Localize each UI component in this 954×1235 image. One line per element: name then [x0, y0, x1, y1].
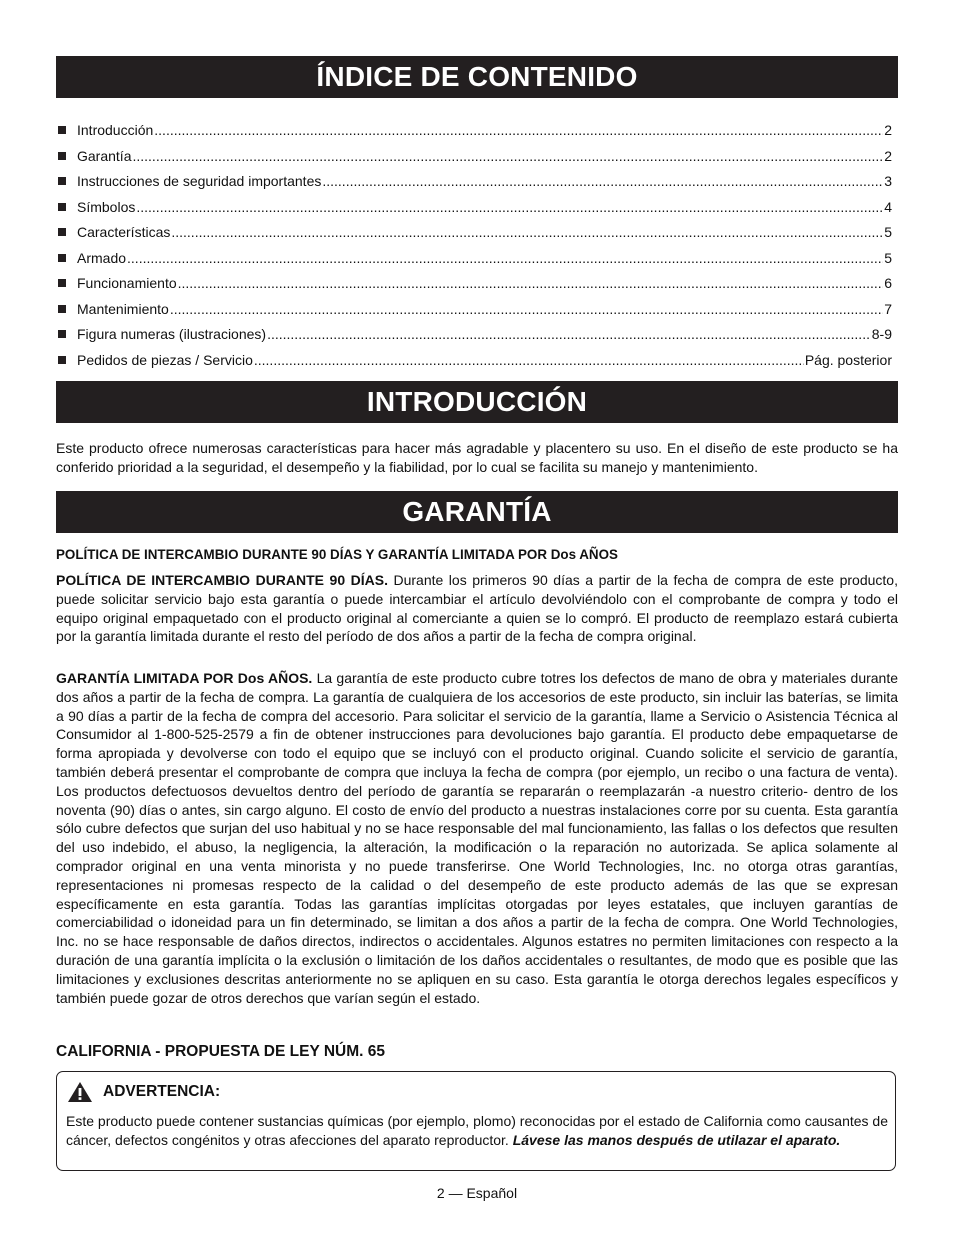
- california-heading: CALIFORNIA - PROPUESTA DE LEY NÚM. 65: [56, 1043, 385, 1060]
- warning-emphasis: Lávese las manos después de utilazar el aparato.: [512, 1131, 841, 1148]
- toc-item-label: Símbolos: [77, 198, 136, 215]
- toc-item-label: Armado: [77, 249, 127, 266]
- toc-item-label: Garantía: [77, 147, 132, 164]
- warning-header: [67, 1081, 220, 1103]
- square-bullet-icon: [58, 228, 66, 236]
- toc-title-banner: ÍNDICE DE CONTENIDO: [56, 56, 898, 98]
- square-bullet-icon: [58, 152, 66, 160]
- toc-item[interactable]: [58, 121, 892, 147]
- toc-item[interactable]: [58, 223, 892, 249]
- square-bullet-icon: [58, 254, 66, 262]
- square-bullet-icon: [58, 305, 66, 313]
- warning-triangle-icon: [67, 1081, 93, 1103]
- square-bullet-icon: [58, 177, 66, 185]
- toc-item-label: Introducción: [77, 122, 154, 138]
- warning-box: [56, 1071, 896, 1171]
- toc-item[interactable]: [58, 249, 892, 275]
- toc-item-label: Figura numeras (ilustraciones): [77, 326, 267, 342]
- page-footer: 2 — Español: [436, 1185, 518, 1201]
- limited-warranty-text: La garantía de este producto cubre totres los defectos de mano de obra y materiales durante dos años a partir de la fecha de compra. La garantía de cualquiera de los accesorios de este producto, sin incluir las baterías, se limita a 90 días a partir de la fecha de compra del accesorio. Para solicitar el servicio de la garantía, llame a Servicio o Asistencia Técnica al Consumidor al 1-800-525-2579 a fin de obtener instrucciones para devoluciones bajo garantía. El producto debe empaquetarse de forma apropiada y devolverse con todo el equipo que se incluyó con el producto original. Cuando solicite el servicio de garantía, también deberá presentar el comprobante de compra que incluya la fecha de compra (por ejemplo, un recibo o una factura de venta). Los productos defectuosos devueltos dentro del período de garantía se repararán o reemplazarán -a nuestro criterio- dentro de los noventa (90) días o antes, sin cargo alguno. El costo de envío del producto a nuestras instalaciones corre por su cuenta. Esta garantía sólo cubre defectos que surjan del uso habitual y no se hace responsable del mal funcionamiento, las fallas o los defectos que resulten del uso indebido, el abuso, la negligencia, la alteración, la modificación o la reparación no autorizada. Se aplica solamente al comprador original en una venta minorista y no puede transferirse. One World Technologies, Inc. no otorga otras garantías, representaciones ni promesas respecto de la calidad o del desempeño de este producto además de las que se expresan específicamente en esta garantía. Todas las garantías implícitas otorgadas por leyes estatales, que incluyen garantías de comerciabilidad o idoneidad para un fin determinado, se limitan a dos años a partir de la fecha de compra. One World Technologies, Inc. no se hace responsable de daños directos, indirectos o accidentales. Algunos estatres no permiten limitaciones con respecto a la duración de una garantía implícita o la exclusión o limitación de los daños accidentales o resultantes, de modo que es posible que las limitaciones y exclusiones descritas anteriormente no se apliquen en su caso. Esta garantía le otorga derechos legales específicos y también puede gozar de otros derechos que varían según el estado.: [56, 670, 899, 1006]
- warranty-heading: POLÍTICA DE INTERCAMBIO DURANTE 90 DÍAS Y GARANTÍA LIMITADA POR Dos AÑOS: [56, 547, 618, 562]
- exchange-policy-paragraph: [56, 571, 898, 646]
- toc-item-label: Pedidos de piezas / Servicio: [77, 351, 253, 368]
- exchange-policy-lead: POLÍTICA DE INTERCAMBIO DURANTE 90 DÍAS.: [56, 572, 388, 588]
- toc-item-label: Funcionamiento: [77, 275, 177, 291]
- toc-item-page: 5: [884, 224, 892, 240]
- toc-item-label: Características: [77, 224, 171, 240]
- warranty-title-banner: GARANTÍA: [56, 491, 898, 533]
- toc-item[interactable]: [58, 351, 892, 377]
- toc-item-page: 3: [884, 173, 892, 189]
- toc-item-page: 2: [884, 147, 892, 164]
- toc-item-page: 6: [884, 275, 892, 291]
- square-bullet-icon: [58, 356, 66, 364]
- warning-body: Este producto puede contener sustancias químicas (por ejemplo, plomo) reconocidas por el estado de California como causantes de cáncer, defectos congénitos y otras afecciones del aparato reproductor.: [66, 1113, 888, 1148]
- square-bullet-icon: [58, 330, 66, 338]
- warning-text: [66, 1112, 888, 1150]
- limited-warranty-paragraph: [56, 669, 898, 1007]
- toc-item-page: 2: [884, 122, 892, 138]
- square-bullet-icon: [58, 203, 66, 211]
- toc-item-label: Mantenimiento: [77, 300, 169, 317]
- toc-item-page: 5: [884, 249, 892, 266]
- toc-item[interactable]: [58, 172, 892, 198]
- toc-item-label: Instrucciones de seguridad importantes: [77, 173, 322, 189]
- toc-item[interactable]: [58, 325, 892, 351]
- square-bullet-icon: [58, 279, 66, 287]
- toc-item-page: 7: [884, 300, 892, 317]
- toc-item-page: Pág. posterior: [804, 351, 892, 368]
- intro-paragraph: Este producto ofrece numerosas características para hacer más agradable y placentero su uso. En el diseño de este producto se ha conferido prioridad a la seguridad, el desempeño y la fiabilidad, por lo cual se facilita su manejo y mantenimiento.: [56, 440, 898, 475]
- toc-item[interactable]: [58, 147, 892, 173]
- exchange-policy-text: Durante los primeros 90 días a partir de la fecha de compra de este producto, puede solicitar servicio bajo esta garantía o puede intercambiar el artículo devolviéndolo con el comprobante de compra y todo el equipo original empaquetado con el producto original al comerciante a quien se lo compró. El producto de reemplazo estará cubierta por la garantía limitada durante el resto del período de dos años a partir de la fecha de compra original.: [56, 572, 898, 645]
- toc-item-page: 8-9: [871, 326, 892, 342]
- square-bullet-icon: [58, 126, 66, 134]
- toc-item[interactable]: [58, 274, 892, 300]
- toc-item[interactable]: [58, 198, 892, 224]
- toc-item[interactable]: [58, 300, 892, 326]
- table-of-contents: [58, 121, 892, 376]
- warning-title: ADVERTENCIA:: [103, 1083, 221, 1100]
- intro-title-banner: INTRODUCCIÓN: [56, 381, 898, 423]
- toc-item-page: 4: [884, 198, 892, 215]
- limited-warranty-lead: GARANTÍA LIMITADA POR Dos AÑOS.: [56, 670, 313, 686]
